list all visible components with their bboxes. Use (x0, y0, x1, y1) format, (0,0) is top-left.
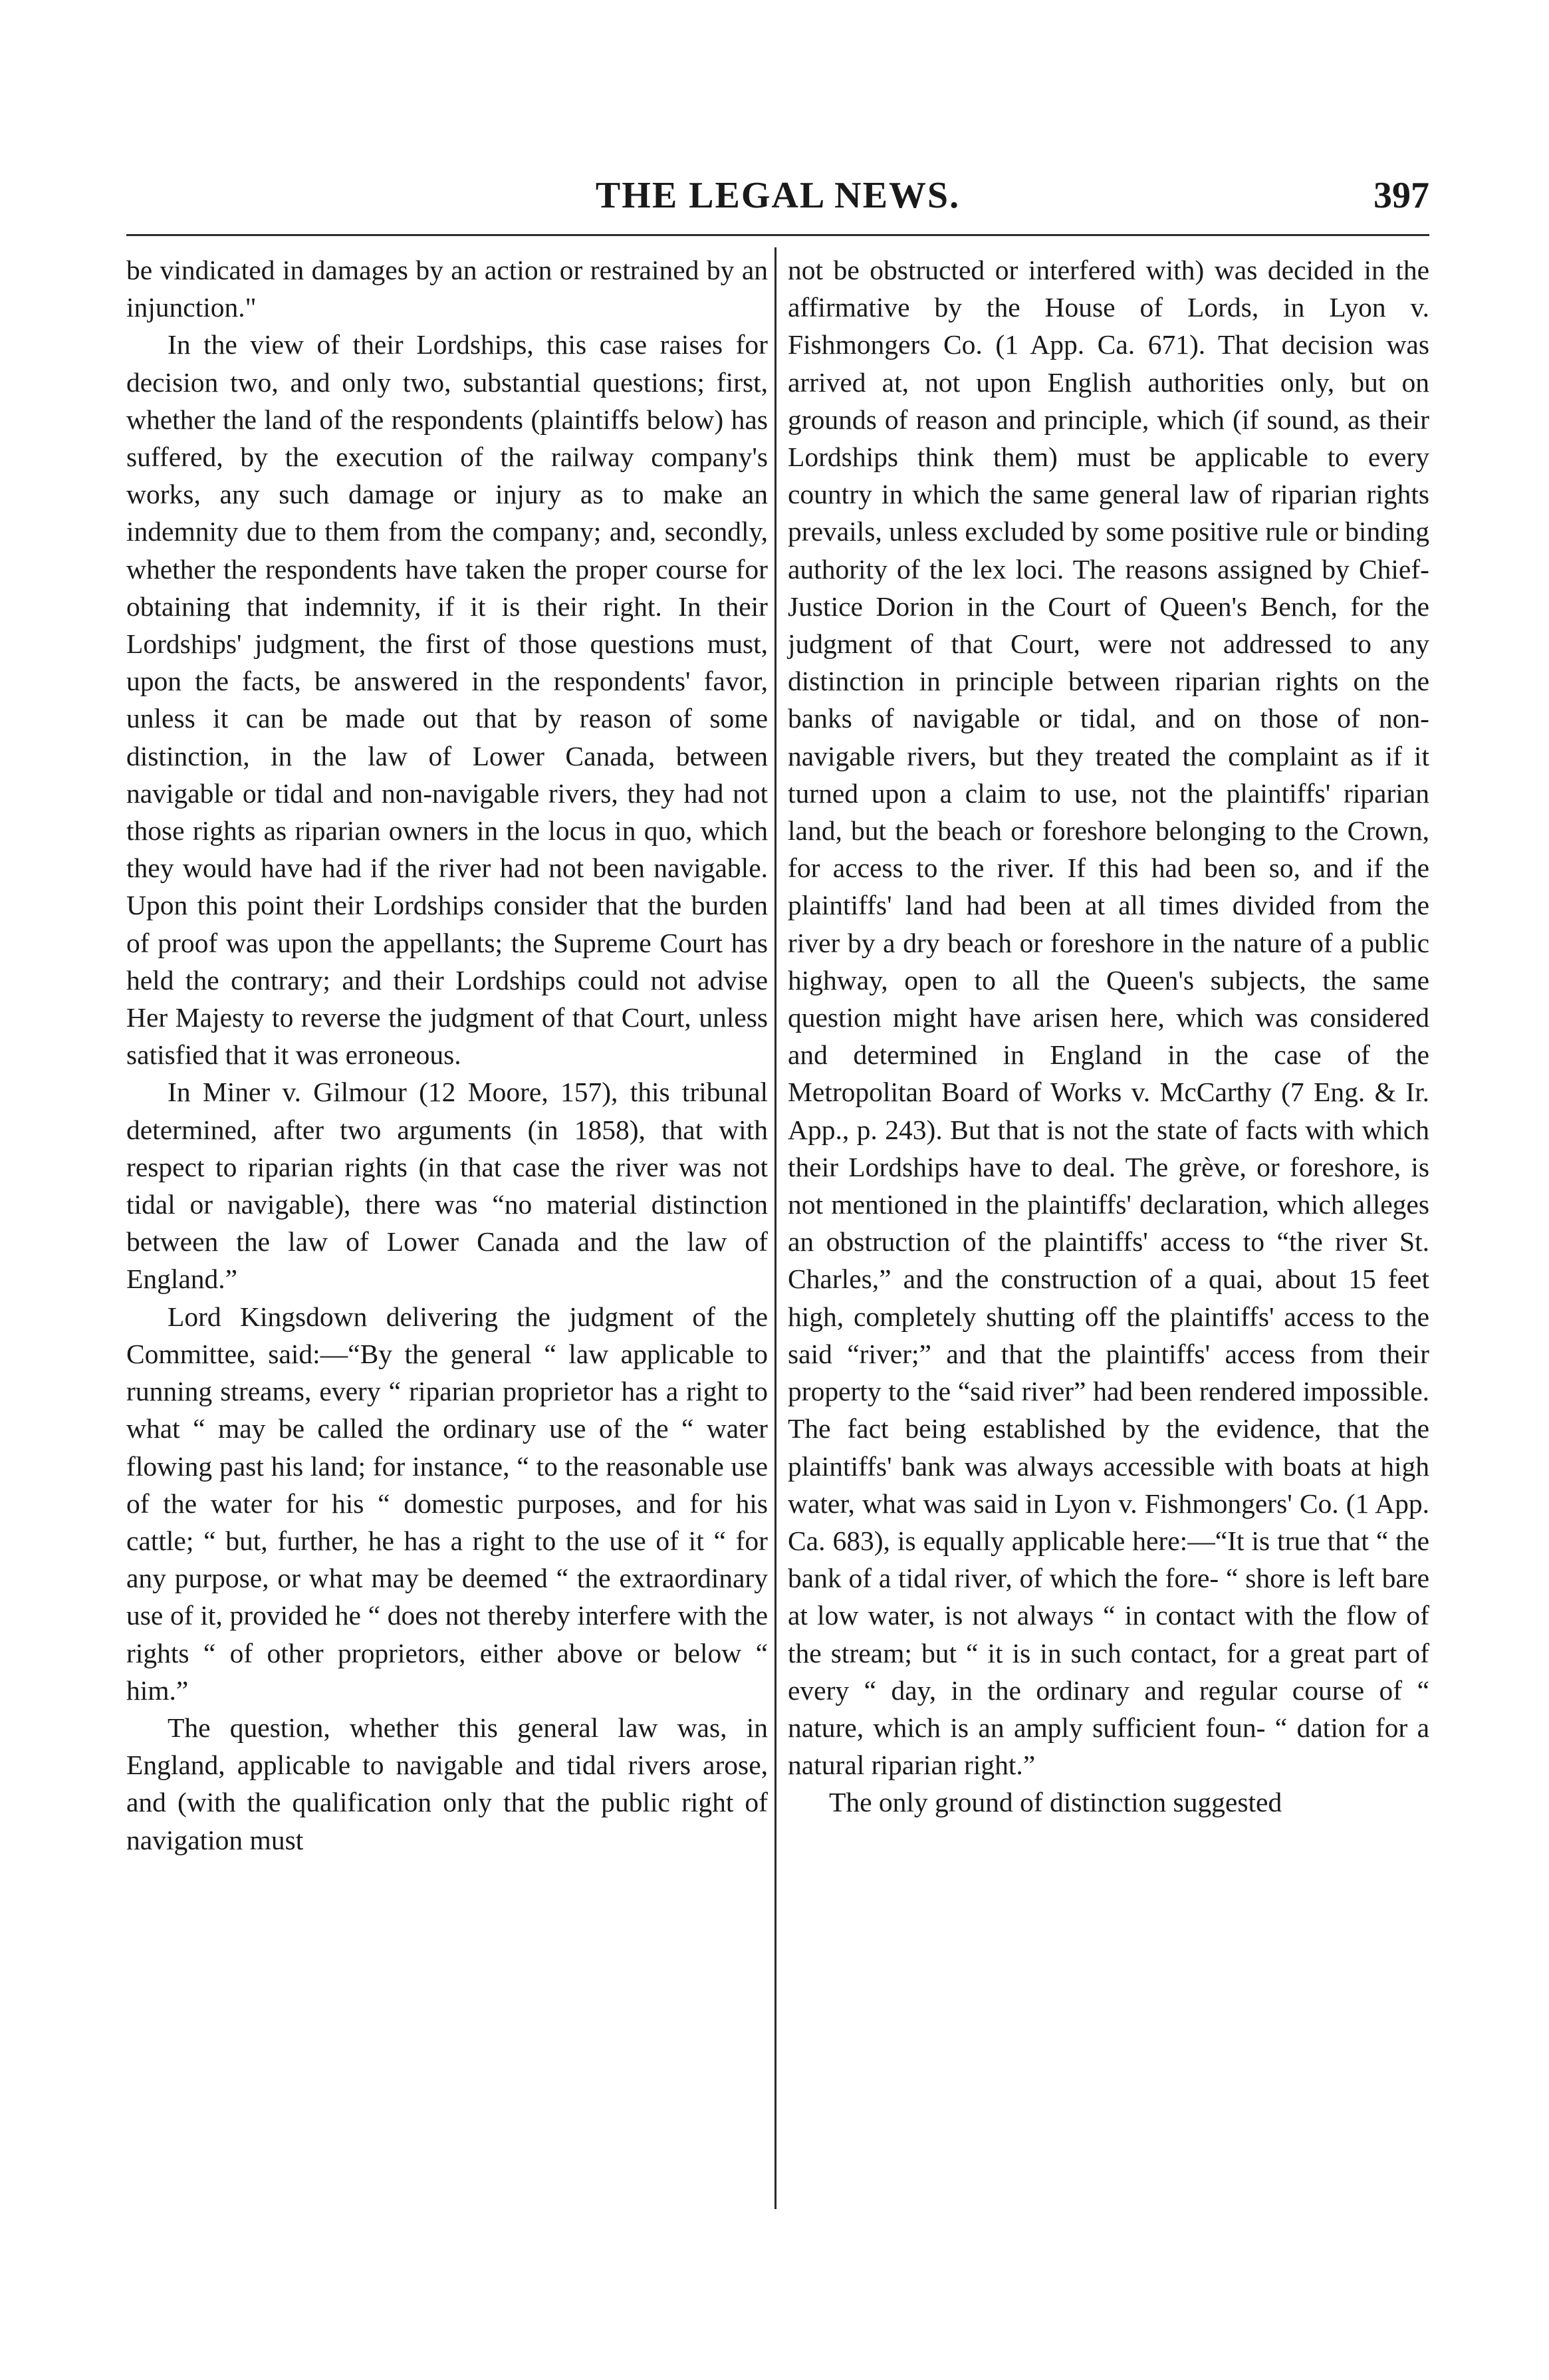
column-divider (774, 247, 776, 2209)
journal-title: THE LEGAL NEWS. (595, 175, 961, 216)
header-rule (126, 234, 1429, 236)
left-column (126, 251, 768, 1859)
paragraph: In Miner v. Gilmour (12 Moore, 157), this tribunal determined, after two arguments (in 1858), that with respect to riparian rights (in that case the river was not tidal or navigable), there was “no material distinction between the law of Lower Canada and the law of England.” (126, 1077, 768, 1295)
paragraph: be vindicated in damages by an action or restrained by an injunction." (126, 255, 768, 323)
page-header (126, 174, 1429, 221)
paragraph: Lord Kingsdown delivering the judgment of the Committee, said:—“By the general “ law applicable to running streams, every “ riparian proprietor has a right to what “ may be called the ordinary use of the “ water flowing past his land; for instance, “ to the reasonable use of the water for his “ domestic purposes, and for his cattle; “ but, further, he has a right to the use of it “ for any purpose, or what may be deemed “ the extraordinary use of it, provided he “ does not thereby interfere with the rights “ of other proprietors, either above or below “ him.” (126, 1301, 768, 1706)
paragraph: The question, whether this general law was, in England, applicable to navigable and tidal rivers arose, and (with the qualification only that the public right of navigation must (126, 1712, 768, 1855)
right-column (788, 251, 1429, 1821)
page-number: 397 (1373, 175, 1429, 216)
paragraph: not be obstructed or interfered with) was decided in the affirmative by the House of Lords, in Lyon v. Fishmongers Co. (1 App. Ca. 671). That decision was arrived at, not upon English authorities only, but on grounds of reason and principle, which (if sound, as their Lordships think them) must be applicable to every country in which the same general law of riparian rights prevails, unless excluded by some positive rule or binding authority of the lex loci. The reasons assigned by Chief-Justice Dorion in the Court of Queen's Bench, for the judgment of that Court, were not addressed to any distinction in principle between riparian rights on the banks of navigable or tidal, and on those of non-navigable rivers, but they treated the complaint as if it turned upon a claim to use, not the plaintiffs' riparian land, but the beach or foreshore belonging to the Crown, for access to the river. If this had been so, and if the plaintiffs' land had been at all times divided from the river by a dry beach or foreshore in the nature of a public highway, open to all the Queen's subjects, the same question might have arisen here, which was considered and determined in England in the case of the Metropolitan Board of Works v. McCarthy (7 Eng. & Ir. App., p. 243). But that is not the state of facts with which their Lordships have to deal. The grève, or foreshore, is not mentioned in the plaintiffs' declaration, which alleges an obstruction of the plaintiffs' access to “the river St. Charles,” and the construction of a quai, about 15 feet high, completely shutting off the plaintiffs' access to the said “river;” and that the plaintiffs' access from their property to the “said river” had been rendered impossible. The fact being established by the evidence, that the plaintiffs' bank was always accessible with boats at high water, what was said in Lyon v. Fishmongers' Co. (1 App. Ca. 683), is equally applicable here:—“It is true that “ the bank of a tidal river, of which the fore- “ shore is left bare at low water, is not always “ in contact with the flow of the stream; but “ it is in such contact, for a great part of every “ day, in the ordinary and regular course of “ nature, which is an amply sufficient foun- “ dation for a natural riparian right.” (788, 255, 1429, 1781)
paragraph: The only ground of distinction suggested (829, 1787, 1282, 1818)
paragraph: In the view of their Lordships, this case raises for decision two, and only two, substantial questions; first, whether the land of the respondents (plaintiffs below) has suffered, by the execution of the railway company's works, any such damage or injury as to make an indemnity due to them from the company; and, secondly, whether the respondents have taken the proper course for obtaining that indemnity, if it is their right. In their Lordships' judgment, the first of those questions must, upon the facts, be answered in the respondents' favor, unless it can be made out that by reason of some distinction, in the law of Lower Canada, between navigable or tidal and non-navigable rivers, they had not those rights as riparian owners in the locus in quo, which they would have had if the river had not been navigable. Upon this point their Lordships consider that the burden of proof was upon the appellants; the Supreme Court has held the contrary; and their Lordships could not advise Her Majesty to reverse the judgment of that Court, unless satisfied that it was erroneous. (126, 329, 768, 1071)
